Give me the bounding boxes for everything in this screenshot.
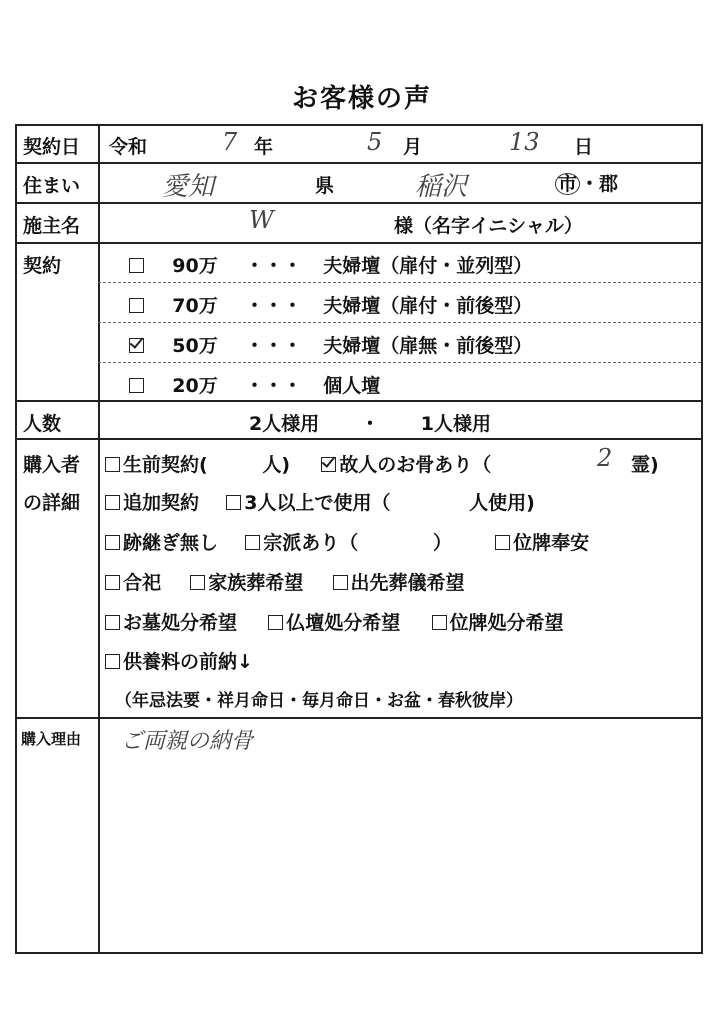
checkbox[interactable] bbox=[333, 575, 348, 590]
city-district-sep: ・ bbox=[580, 173, 600, 195]
row-divider bbox=[17, 242, 701, 244]
owner-name-label: 施主名 bbox=[23, 215, 81, 237]
prefecture-value: 愛知 bbox=[162, 172, 215, 202]
details-line-4 bbox=[105, 568, 465, 595]
checkbox[interactable] bbox=[105, 575, 120, 590]
contract-option-50 bbox=[129, 331, 532, 358]
sect-end: ） bbox=[432, 532, 452, 554]
era-text: 令和 bbox=[109, 136, 148, 158]
option-dots: ・・・ bbox=[244, 255, 302, 277]
city-option: 市 bbox=[555, 173, 580, 195]
remains-end: 霊) bbox=[631, 454, 659, 476]
prefecture-unit: 県 bbox=[315, 175, 335, 197]
contract-date-label: 契約日 bbox=[23, 136, 81, 158]
option-dots: ・・・ bbox=[244, 335, 302, 357]
people-options bbox=[249, 409, 491, 436]
city-value: 稲沢 bbox=[415, 172, 468, 202]
checkbox[interactable] bbox=[105, 495, 120, 510]
residence-label: 住まい bbox=[23, 175, 81, 197]
contract-label: 契約 bbox=[23, 255, 62, 277]
details-line-5 bbox=[105, 608, 564, 635]
option-desc: 夫婦壇（扉付・前後型） bbox=[323, 295, 533, 317]
option-price: 70万 bbox=[172, 295, 218, 317]
grave-disposal-text: お墓処分希望 bbox=[123, 612, 238, 634]
checkbox[interactable] bbox=[105, 615, 120, 630]
dashed-divider bbox=[98, 322, 701, 323]
details-line-6 bbox=[105, 647, 253, 674]
checkbox[interactable] bbox=[105, 535, 120, 550]
day-value: 13 bbox=[509, 128, 540, 156]
details-label-line2: の詳細 bbox=[23, 492, 81, 514]
pre-contract-text: 生前契約( bbox=[123, 454, 208, 476]
year-unit: 年 bbox=[254, 136, 274, 158]
pre-contract-end: 人) bbox=[262, 454, 290, 476]
checkbox[interactable] bbox=[432, 615, 447, 630]
row-divider bbox=[17, 438, 701, 440]
details-label-line1: 購入者 bbox=[23, 454, 81, 476]
additional-contract-text: 追加契約 bbox=[123, 492, 200, 514]
family-funeral-text: 家族葬希望 bbox=[208, 572, 304, 594]
city-option-circled bbox=[555, 169, 618, 196]
month-value: 5 bbox=[367, 128, 383, 156]
row-divider bbox=[17, 202, 701, 204]
day-unit: 日 bbox=[574, 136, 594, 158]
checkbox[interactable] bbox=[268, 615, 283, 630]
remains-text: 故人のお骨あり（ bbox=[339, 454, 492, 476]
reason-label: 購入理由 bbox=[21, 730, 82, 748]
dashed-divider bbox=[98, 362, 701, 363]
contract-option-90 bbox=[129, 251, 532, 278]
month-unit: 月 bbox=[403, 136, 423, 158]
remains-count: 2 bbox=[597, 444, 613, 472]
option-dots: ・・・ bbox=[244, 375, 302, 397]
three-plus-text: 3人以上で使用（ bbox=[244, 492, 391, 514]
contract-option-20 bbox=[129, 371, 380, 398]
details-line-1 bbox=[105, 450, 506, 477]
row-divider bbox=[17, 400, 701, 402]
people-option-1[interactable]: 1人様用 bbox=[420, 413, 491, 435]
sect-text: 宗派あり（ bbox=[263, 532, 359, 554]
checkbox[interactable] bbox=[129, 258, 144, 273]
survey-form bbox=[15, 124, 703, 954]
contract-option-70 bbox=[129, 291, 532, 318]
details-line-3 bbox=[105, 528, 589, 555]
people-option-2[interactable]: 2人様用 bbox=[249, 413, 320, 435]
altar-disposal-text: 仏壇処分希望 bbox=[286, 612, 401, 634]
option-desc: 夫婦壇（扉付・並列型） bbox=[323, 255, 533, 277]
option-price: 50万 bbox=[172, 335, 218, 357]
checkbox[interactable] bbox=[495, 535, 510, 550]
option-price: 90万 bbox=[172, 255, 218, 277]
option-price: 20万 bbox=[172, 375, 218, 397]
checkbox[interactable] bbox=[190, 575, 205, 590]
checkbox-checked[interactable] bbox=[129, 338, 144, 353]
option-desc: 夫婦壇（扉無・前後型） bbox=[323, 335, 533, 357]
no-successor-text: 跡継ぎ無し bbox=[123, 532, 219, 554]
row-divider bbox=[17, 717, 701, 719]
owner-name-suffix: 様（名字イニシャル） bbox=[394, 215, 583, 237]
page-title: お客様の声 bbox=[291, 84, 432, 114]
checkbox[interactable] bbox=[105, 457, 120, 472]
three-plus-end: 人使用) bbox=[469, 492, 535, 514]
dashed-divider bbox=[98, 282, 701, 283]
checkbox[interactable] bbox=[105, 654, 120, 669]
option-desc: 個人壇 bbox=[323, 375, 381, 397]
people-label: 人数 bbox=[23, 413, 62, 435]
district-option: 郡 bbox=[599, 173, 619, 195]
prepay-offering-text: 供養料の前納↓ bbox=[123, 651, 253, 673]
reason-text: ご両親の納骨 bbox=[121, 729, 254, 754]
owner-initial-value: W bbox=[249, 206, 274, 234]
ihai-disposal-text: 位牌処分希望 bbox=[449, 612, 564, 634]
details-line-7: （年忌法要・祥月命日・毎月命日・お盆・春秋彼岸） bbox=[115, 691, 523, 711]
offsite-funeral-text: 出先葬儀希望 bbox=[350, 572, 465, 594]
checkbox[interactable] bbox=[129, 378, 144, 393]
ihai-enshrine-text: 位牌奉安 bbox=[513, 532, 590, 554]
year-value: 7 bbox=[222, 128, 238, 156]
row-divider bbox=[17, 162, 701, 164]
checkbox[interactable] bbox=[226, 495, 241, 510]
checkbox[interactable] bbox=[129, 298, 144, 313]
joint-enshrine-text: 合祀 bbox=[123, 572, 162, 594]
label-column-divider bbox=[98, 126, 100, 952]
details-line-2 bbox=[105, 488, 535, 515]
people-sep: ・ bbox=[360, 413, 380, 435]
option-dots: ・・・ bbox=[244, 295, 302, 317]
checkbox-checked[interactable] bbox=[321, 457, 336, 472]
checkbox[interactable] bbox=[245, 535, 260, 550]
